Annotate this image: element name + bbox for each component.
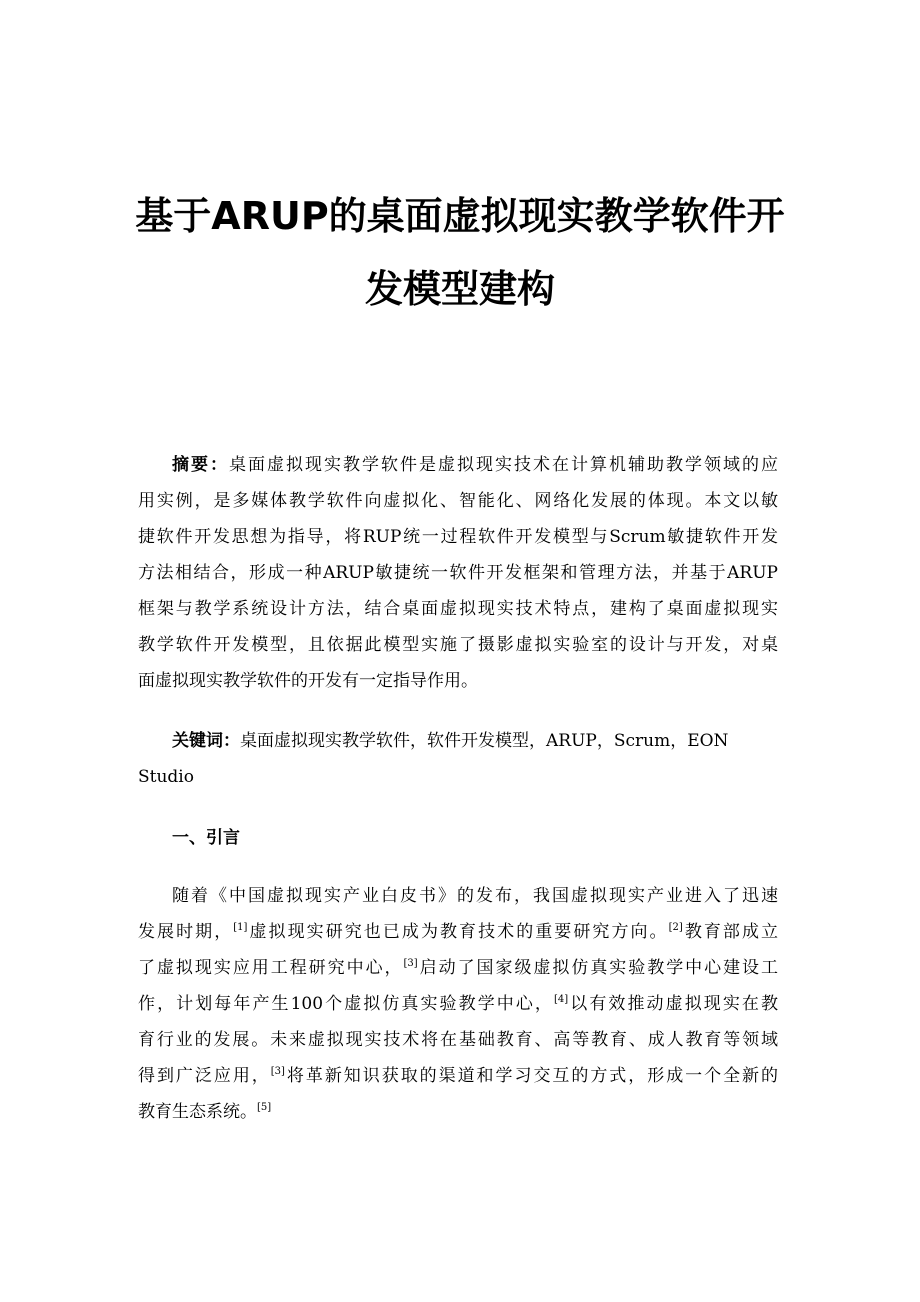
abstract-paragraph [138, 447, 778, 699]
keywords-line: Studio [138, 767, 194, 787]
intro-line [138, 1058, 778, 1094]
keywords-line [138, 723, 778, 759]
intro-text: 以有效推动虚拟现实在教 [568, 994, 779, 1014]
intro-line [138, 1094, 778, 1130]
intro-text: 作，计划每年产生100个虚拟仿真实验教学中心， [138, 994, 555, 1014]
abstract-line: 用实例，是多媒体教学软件向虚拟化、智能化、网络化发展的体现。本文以敏 [138, 491, 778, 511]
abstract-line: 教学软件开发模型，且依据此模型实施了摄影虚拟实验室的设计与开发，对桌 [138, 635, 778, 655]
intro-line: 育行业的发展。未来虚拟现实技术将在基础教育、高等教育、成人教育等领域 [138, 1030, 778, 1050]
intro-text: 得到广泛应用， [138, 1066, 271, 1086]
intro-text: 启动了国家级虚拟仿真实验教学中心建设工 [417, 958, 779, 978]
abstract-line [138, 447, 778, 483]
intro-text: 了虚拟现实应用工程研究中心， [138, 958, 404, 978]
document-title-line-2: 发模型建构 [364, 267, 555, 311]
citation-ref: [1] [233, 922, 248, 933]
intro-text: 将革新知识获取的渠道和学习交互的方式，形成一个全新的 [284, 1066, 779, 1086]
intro-text: 虚拟现实研究也已成为教育技术的重要研究方向。 [247, 922, 669, 942]
abstract-label: 摘要： [172, 455, 229, 475]
introduction-paragraph [138, 878, 778, 1130]
citation-ref: [3] [403, 958, 418, 969]
section-heading-introduction: 一、引言 [172, 828, 240, 848]
abstract-line: 面虚拟现实教学软件的开发有一定指导作用。 [138, 671, 478, 691]
citation-ref: [3] [270, 1066, 285, 1077]
abstract-line: 捷软件开发思想为指导，将RUP统一过程软件开发模型与Scrum敏捷软件开发 [138, 527, 778, 547]
citation-ref: [5] [257, 1102, 272, 1113]
intro-text: 发展时期， [138, 922, 234, 942]
keywords-paragraph [138, 723, 778, 795]
intro-line [138, 950, 778, 986]
abstract-line: 框架与教学系统设计方法，结合桌面虚拟现实技术特点，建构了桌面虚拟现实 [138, 599, 778, 619]
intro-line [138, 914, 778, 950]
intro-text: 教育生态系统。 [138, 1102, 257, 1122]
keywords-text: 桌面虚拟现实教学软件，软件开发模型，ARUP，Scrum，EON [240, 731, 729, 751]
abstract-text: 桌面虚拟现实教学软件是虚拟现实技术在计算机辅助教学领域的应 [229, 455, 778, 475]
citation-ref: [2] [668, 922, 683, 933]
intro-line: 随着《中国虚拟现实产业白皮书》的发布，我国虚拟现实产业进入了迅速 [172, 886, 778, 906]
intro-text: 教育部成立 [682, 922, 779, 942]
citation-ref: [4] [554, 994, 569, 1005]
document-title-line-1: 基于ARUP的桌面虚拟现实教学软件开 [135, 194, 785, 238]
abstract-line: 方法相结合，形成一种ARUP敏捷统一软件开发框架和管理方法，并基于ARUP [138, 563, 778, 583]
keywords-label: 关键词： [172, 731, 240, 751]
intro-line [138, 986, 778, 1022]
